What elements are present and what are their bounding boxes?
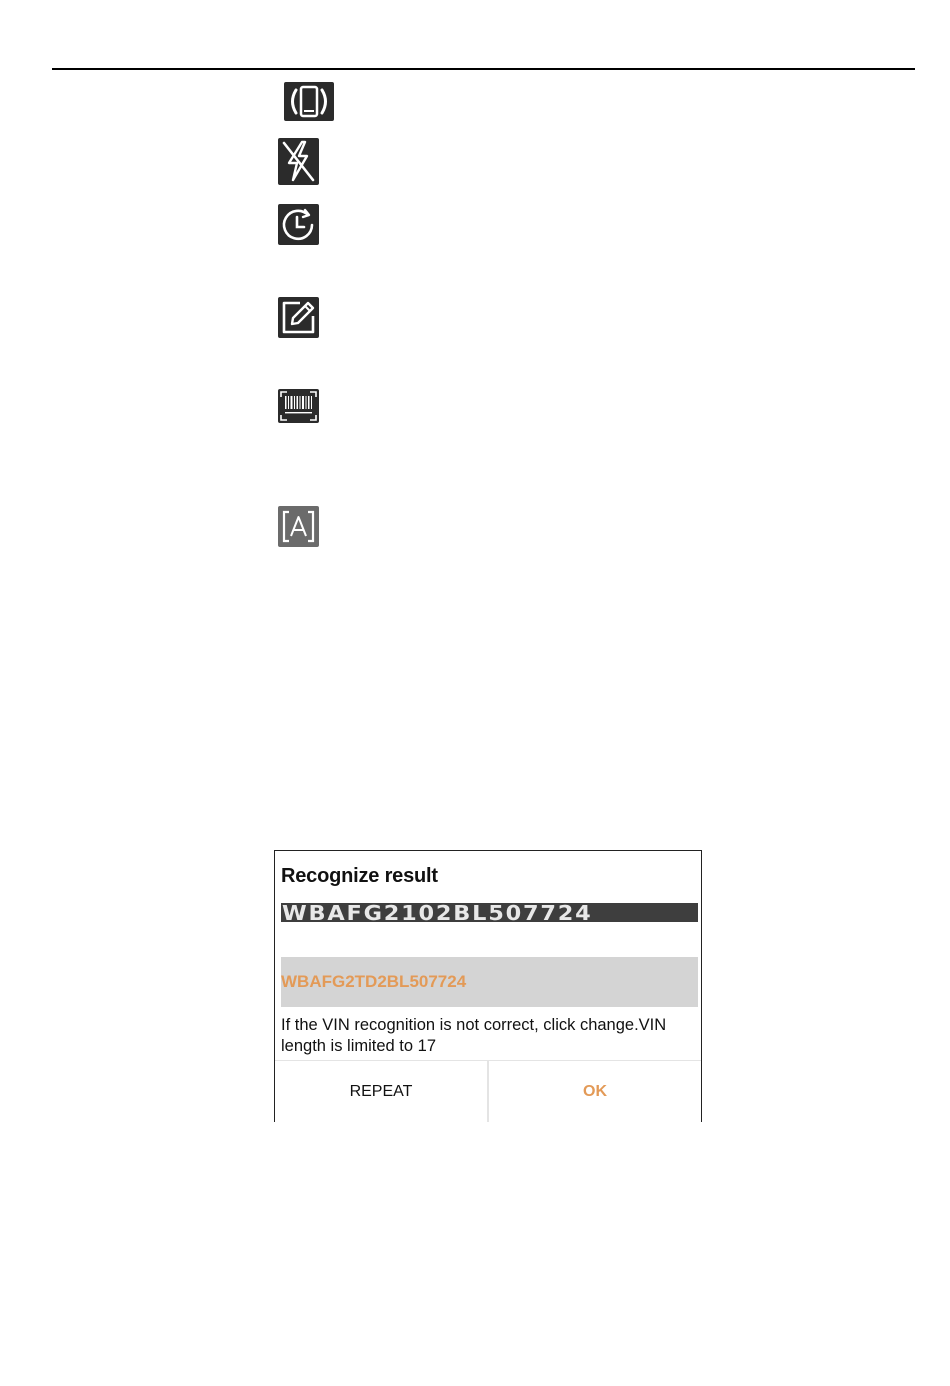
screen-rotation-icon (284, 82, 334, 121)
edit-icon (278, 297, 319, 338)
dialog-title: Recognize result (281, 865, 438, 887)
history-icon (278, 204, 319, 245)
barcode-scan-icon (278, 389, 319, 423)
recognize-result-dialog (274, 850, 702, 1122)
text-recognition-icon (278, 506, 319, 547)
dialog-button-row (275, 1060, 701, 1122)
ok-button[interactable]: OK (489, 1061, 701, 1122)
flash-off-icon (278, 138, 319, 185)
vin-input[interactable] (281, 957, 698, 1007)
scanned-vin-image (281, 903, 698, 922)
scanned-vin-text: WBAFG2102BL507724 (282, 903, 593, 922)
vin-hint-text: If the VIN recognition is not correct, click change.VIN length is limited to 17 (281, 1016, 667, 1055)
page-header-rule (52, 68, 915, 70)
repeat-button[interactable]: REPEAT (275, 1061, 489, 1122)
